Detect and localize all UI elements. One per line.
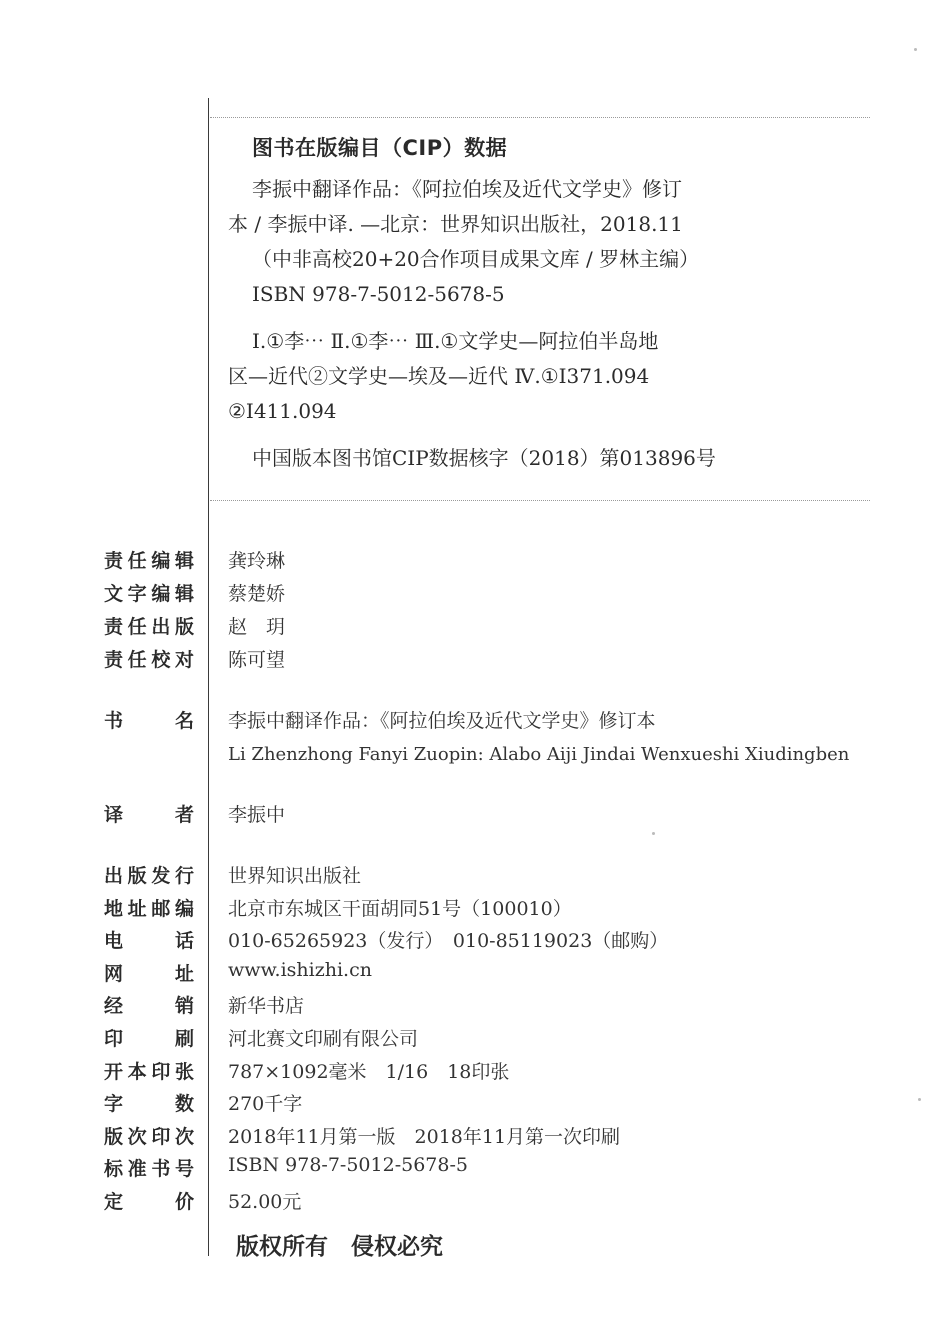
cip-line: ②I411.094 — [228, 399, 337, 423]
field-value: 52.00元 — [228, 1191, 302, 1213]
field-label: 地 址 邮 编 — [104, 897, 194, 920]
field-value: 北京市东城区干面胡同51号（100010） — [228, 897, 572, 920]
field-value: 新华书店 — [228, 995, 305, 1018]
field-label: 经 销 — [104, 995, 194, 1018]
cip-line: 区—近代②文学史—埃及—近代 Ⅳ.①I371.094 — [228, 364, 650, 388]
field-label: 定 价 — [104, 1191, 194, 1213]
cip-top-divider — [210, 117, 870, 118]
field-value: 010-65265923（发行） 010-85119023（邮购） — [228, 930, 669, 953]
book-title-pinyin: Li Zhenzhong Fanyi Zuopin: Alabo Aiji Jindai Wenxueshi Xiudingben — [228, 744, 850, 765]
field-value: 2018年11月第一版 2018年11月第一次印刷 — [228, 1125, 621, 1148]
field-label: 电 话 — [104, 930, 194, 953]
field-value: 河北赛文印刷有限公司 — [228, 1028, 419, 1050]
detail-row — [0, 1154, 950, 1188]
field-label: 译 者 — [104, 804, 194, 826]
field-label: 印 刷 — [104, 1028, 194, 1050]
field-label: 标 准 书 号 — [104, 1158, 194, 1181]
detail-row — [0, 959, 950, 993]
detail-row — [0, 1187, 950, 1221]
staff-row — [0, 579, 950, 613]
detail-row — [0, 991, 950, 1025]
field-value: 陈可望 — [228, 649, 286, 671]
book-title-row — [0, 706, 950, 740]
field-value: 蔡楚娇 — [228, 583, 286, 605]
field-value: 270千字 — [228, 1093, 303, 1116]
field-label: 书 名 — [104, 710, 194, 732]
detail-row — [0, 861, 950, 895]
field-value: www.ishizhi.cn — [228, 958, 372, 981]
field-label: 字 数 — [104, 1093, 194, 1116]
field-label: 责 任 出 版 — [104, 616, 194, 638]
field-value: 李振中 — [228, 804, 286, 826]
cip-bottom-divider — [210, 500, 870, 501]
cip-line: ISBN 978-7-5012-5678-5 — [252, 282, 505, 306]
field-label: 责 任 校 对 — [104, 649, 194, 671]
staff-row — [0, 612, 950, 646]
field-label: 责 任 编 辑 — [104, 550, 194, 572]
field-label: 文 字 编 辑 — [104, 583, 194, 605]
field-label: 出 版 发 行 — [104, 865, 194, 887]
field-label: 网 址 — [104, 962, 194, 985]
cip-line: 中国版本图书馆CIP数据核字（2018）第013896号 — [252, 446, 716, 470]
cip-line: 李振中翻译作品：《阿拉伯埃及近代文学史》修订 — [252, 177, 682, 201]
detail-row — [0, 1024, 950, 1058]
cip-line: Ⅰ.①李⋯ Ⅱ.①李⋯ Ⅲ.①文学史—阿拉伯半岛地 — [252, 329, 659, 353]
field-value: 龚玲琳 — [228, 550, 286, 572]
cip-line: （中非高校20+20合作项目成果文库 / 罗林主编） — [252, 247, 700, 271]
detail-row — [0, 1057, 950, 1091]
translator-row — [0, 800, 950, 834]
cip-line: 本 / 李振中译. —北京：世界知识出版社，2018.11 — [228, 212, 683, 236]
staff-row — [0, 645, 950, 679]
detail-row — [0, 1089, 950, 1123]
field-value: ISBN 978-7-5012-5678-5 — [228, 1154, 468, 1177]
paper-speck — [914, 48, 917, 51]
cip-block — [228, 132, 858, 476]
field-value: 787×1092毫米 1/16 18印张 — [228, 1060, 510, 1083]
staff-row — [0, 546, 950, 580]
field-label: 开 本 印 张 — [104, 1060, 194, 1083]
field-label: 版 次 印 次 — [104, 1125, 194, 1148]
copyright-notice: 版权所有 侵权必究 — [236, 1234, 443, 1260]
detail-row — [0, 894, 950, 928]
detail-row — [0, 1122, 950, 1156]
paper-speck — [652, 832, 655, 835]
cip-title: 图书在版编目（CIP）数据 — [252, 136, 508, 160]
paper-speck — [918, 1098, 921, 1101]
detail-row — [0, 926, 950, 960]
field-value: 世界知识出版社 — [228, 865, 362, 887]
field-value: 李振中翻译作品：《阿拉伯埃及近代文学史》修订本 — [228, 710, 656, 732]
field-value: 赵 玥 — [228, 616, 286, 638]
